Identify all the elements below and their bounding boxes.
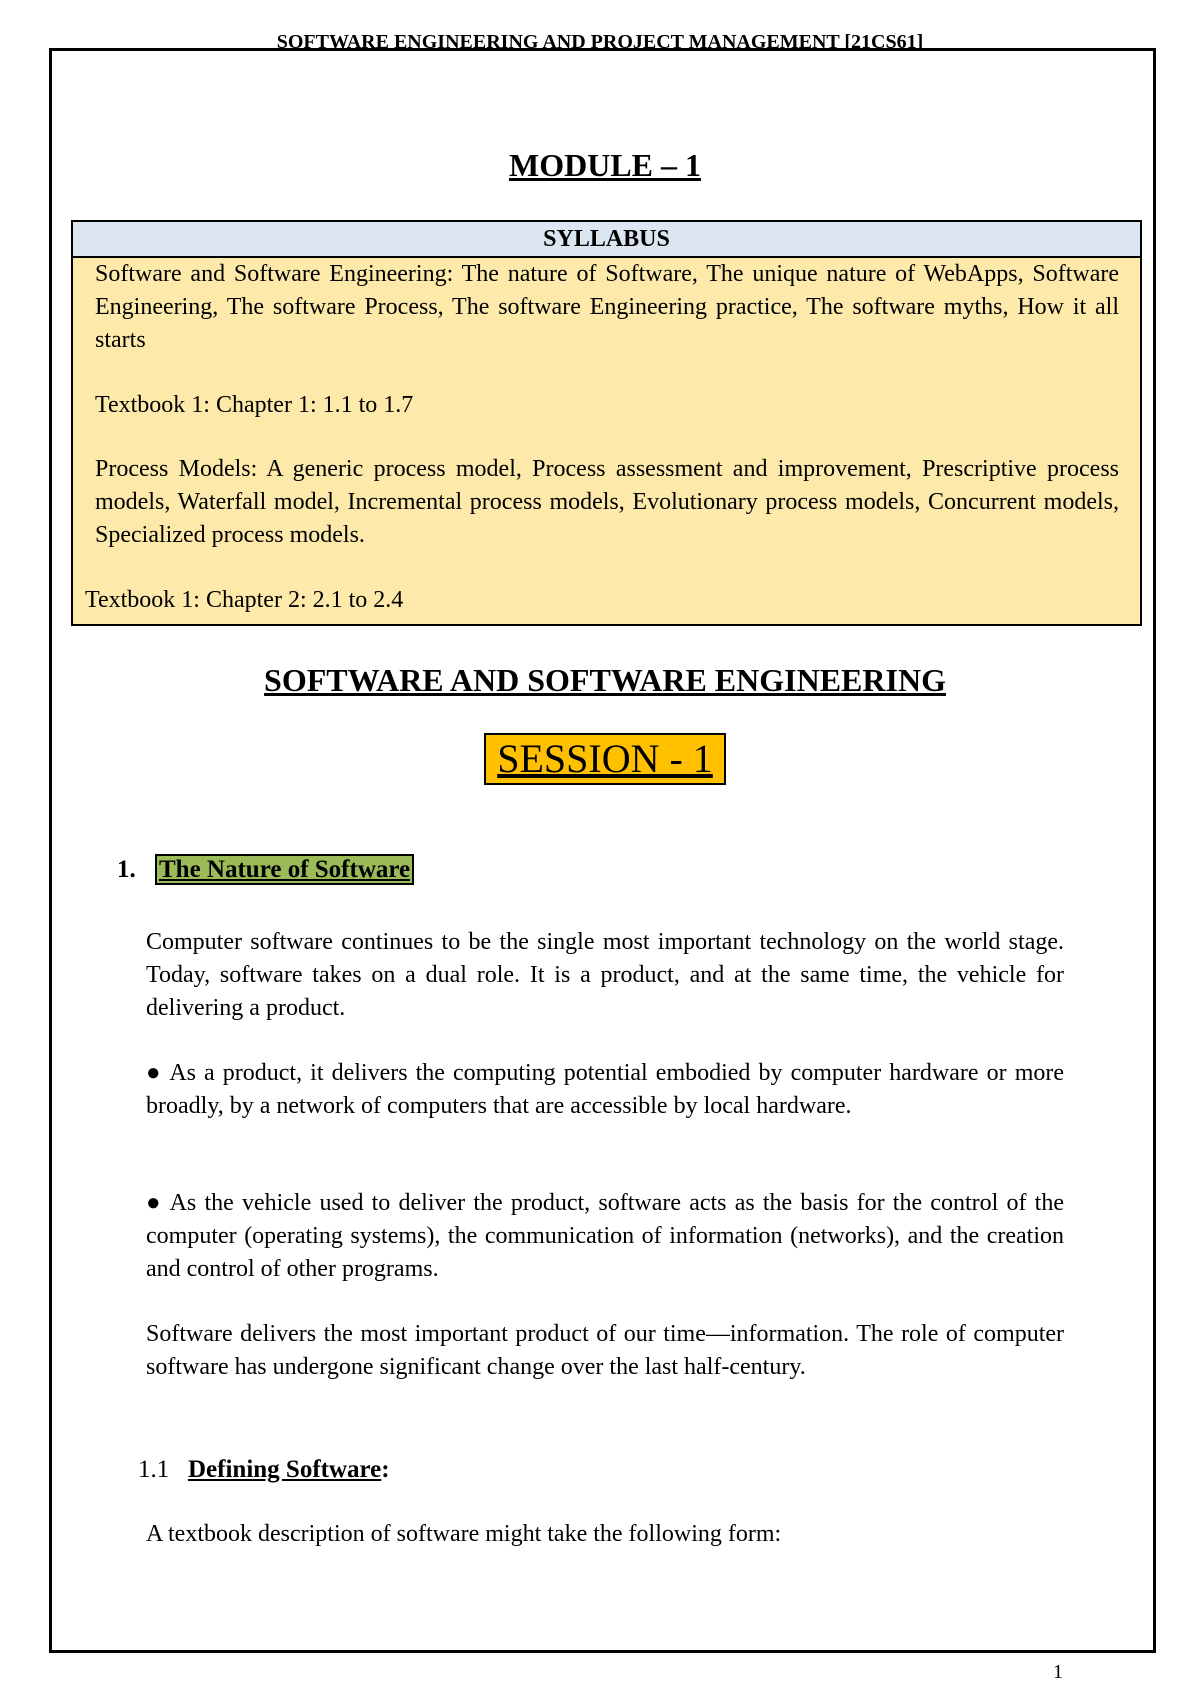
heading-label: The Nature of Software: [155, 854, 414, 885]
running-header: SOFTWARE ENGINEERING AND PROJECT MANAGEMENT [21CS61]: [276, 31, 924, 53]
module-title: MODULE – 1: [509, 147, 701, 183]
heading-nature-of-software: [117, 853, 414, 887]
syllabus-textbook-ref-2: Textbook 1: Chapter 2: 2.1 to 2.4: [85, 587, 404, 613]
syllabus-heading: SYLLABUS: [73, 222, 1140, 258]
syllabus-topics-2: Process Models: A generic process model, Process assessment and improvement, Prescriptive process models, Waterfall model, Incremental process models, Evolutionary process models, Concurrent models, Specialized process models.: [95, 456, 1119, 548]
syllabus-topics-1: Software and Software Engineering: The nature of Software, The unique nature of WebApps, Software Engineering, The software Process, The software Engineering practice, The software myths, How it all starts: [95, 261, 1119, 353]
heading-defining-software: [138, 1453, 390, 1487]
syllabus-box: [71, 220, 1142, 626]
page-number: 1: [1053, 1661, 1063, 1683]
heading-number: 1.: [117, 856, 136, 883]
paragraph-information: Software delivers the most important product of our time—information. The role of computer software has undergone significant change over the last half-century.: [146, 1321, 1064, 1380]
bullet-product: ● As a product, it delivers the computing potential embodied by computer hardware or more broadly, by a network of computers that are accessible by local hardware.: [146, 1060, 1064, 1119]
subheading-colon: :: [381, 1456, 390, 1483]
paragraph-intro: Computer software continues to be the single most important technology on the world stage. Today, software takes on a dual role. It is a product, and at the same time, the vehicle for delivering a product.: [146, 929, 1064, 1021]
section-title: SOFTWARE AND SOFTWARE ENGINEERING: [264, 662, 946, 698]
syllabus-textbook-ref-1: Textbook 1: Chapter 1: 1.1 to 1.7: [95, 392, 414, 418]
bullet-vehicle: ● As the vehicle used to deliver the product, software acts as the basis for the control of the computer (operating systems), the communication of information (networks), and the creation and control of other programs.: [146, 1190, 1064, 1282]
subheading-number: 1.1: [138, 1456, 170, 1483]
subheading-label: Defining Software: [188, 1456, 382, 1483]
paragraph-textbook-description: A textbook description of software might take the following form:: [146, 1521, 782, 1547]
session-badge: SESSION - 1: [484, 733, 726, 785]
